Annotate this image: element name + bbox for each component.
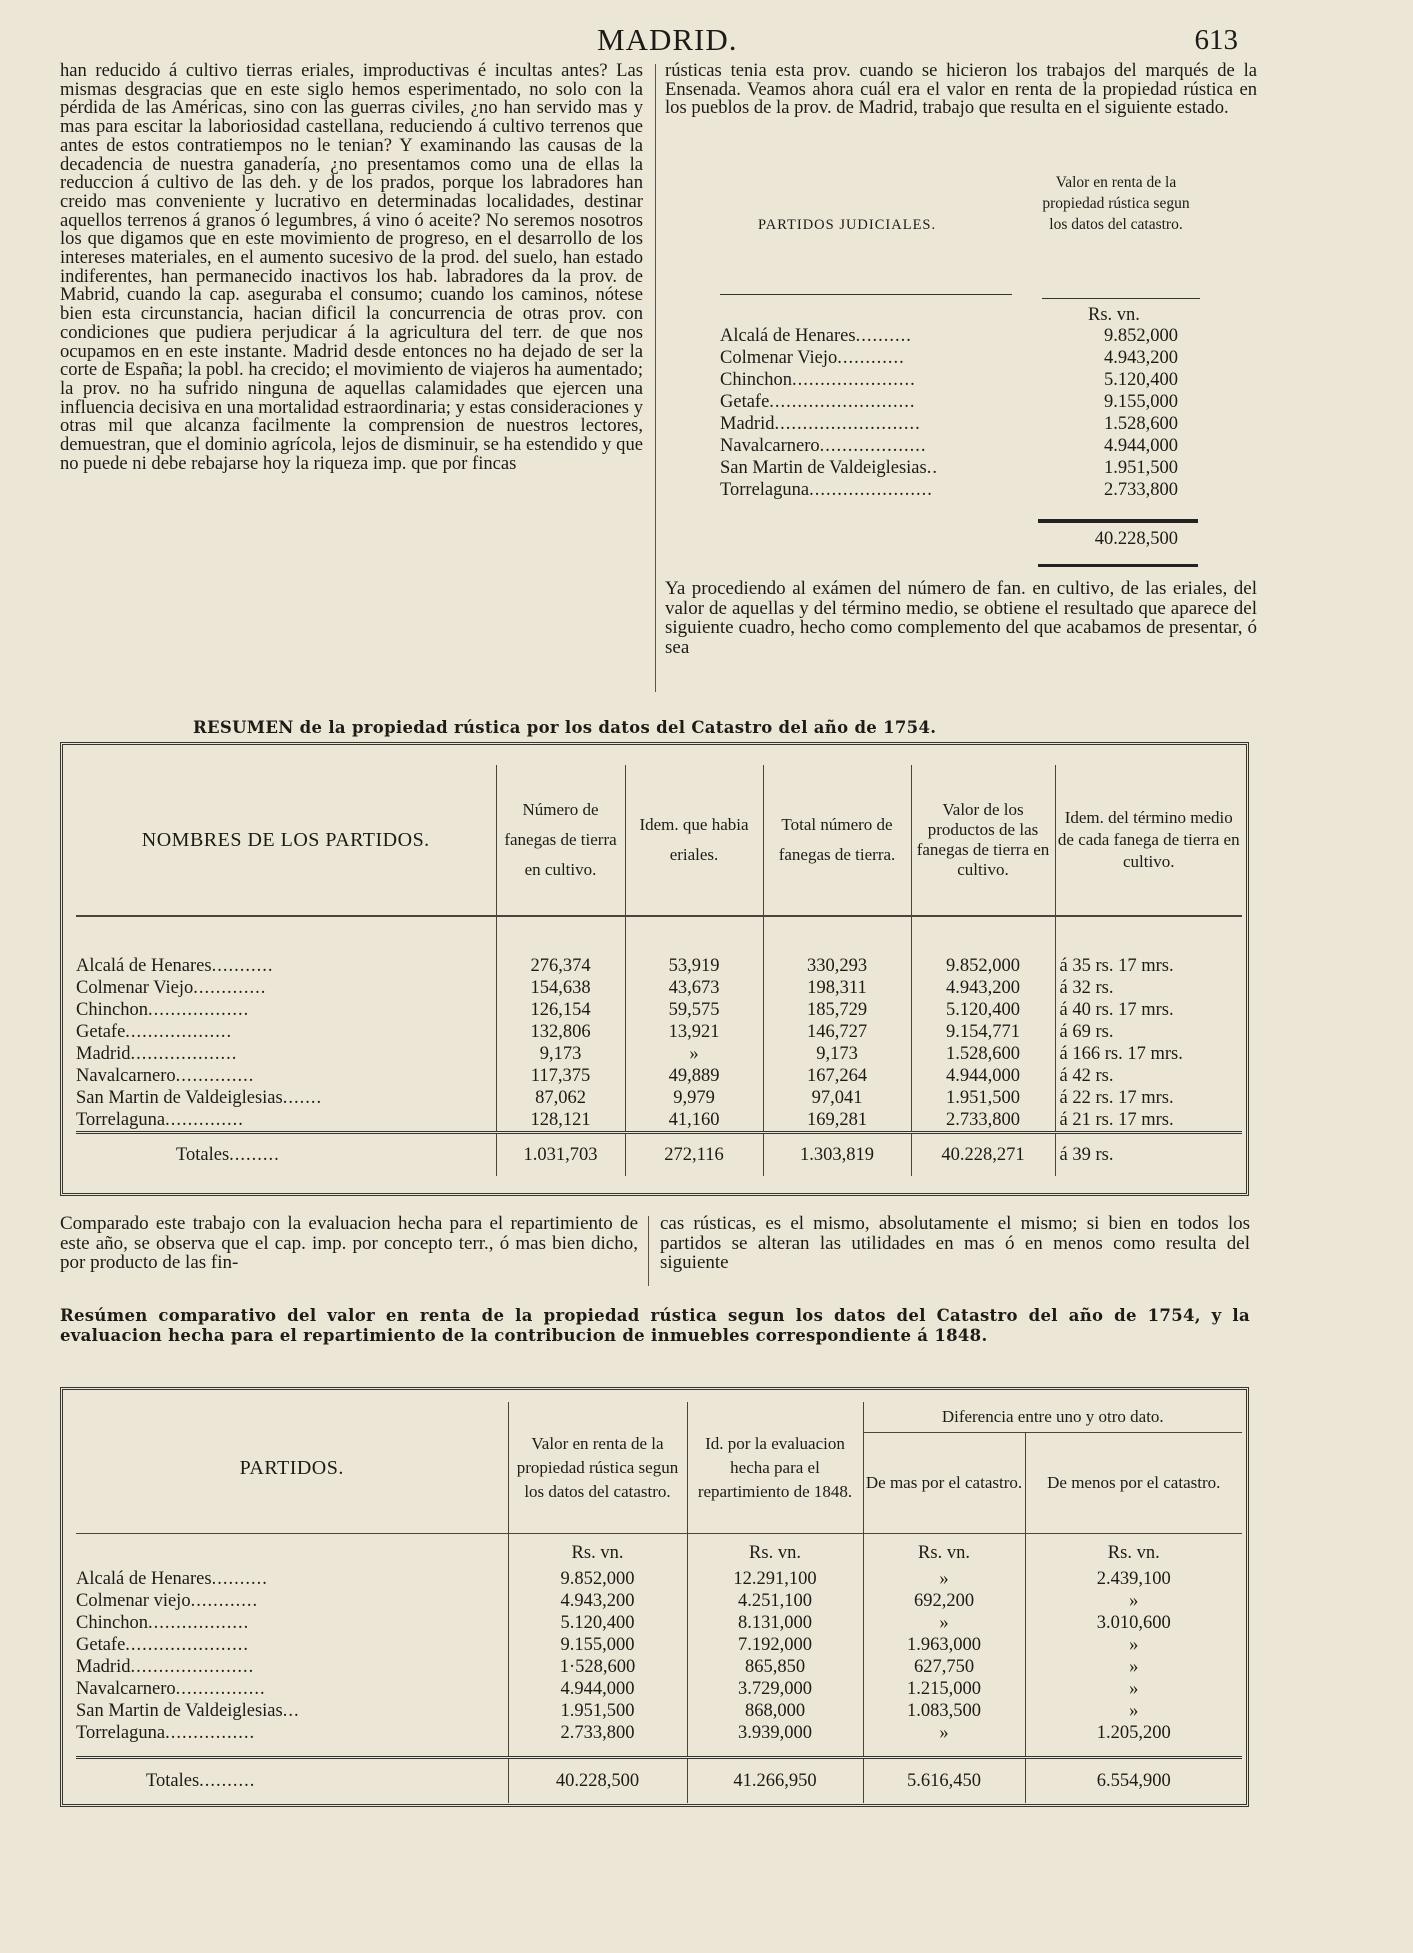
cell-cultivo: 117,375 — [496, 1065, 625, 1087]
cell-evaluacion: 868,000 — [687, 1700, 863, 1722]
cell-total: 330,293 — [763, 955, 911, 977]
column-divider — [655, 64, 656, 692]
dot-leader: ................ — [165, 1723, 256, 1743]
cell-eriales: 41,160 — [625, 1109, 763, 1133]
partido-name: Getafe — [76, 1022, 126, 1042]
cell-valor: 2.733,800 — [911, 1109, 1055, 1133]
table-row — [76, 1700, 1242, 1722]
col-header-cultivo: Número de fanegas de tierra en cultivo. — [496, 765, 625, 916]
col-header-catastro: Valor en renta de la propiedad rústica segun los datos del catastro. — [508, 1402, 687, 1534]
partido-name: San Martin de Valdeiglesias — [720, 458, 927, 478]
cell-catastro: 4.943,200 — [508, 1590, 687, 1612]
table-row — [76, 1612, 1242, 1634]
cell-eriales: 9,979 — [625, 1087, 763, 1109]
estado-row — [720, 435, 1200, 457]
renta-value: 9.155,000 — [1104, 392, 1178, 412]
table-row — [76, 977, 1242, 999]
cell-total: 185,729 — [763, 999, 911, 1021]
dot-leader: .......................... — [769, 392, 916, 412]
dot-leader: ................... — [819, 436, 927, 456]
cell-catastro: 9.155,000 — [508, 1634, 687, 1656]
partido-name: Alcalá de Henares — [76, 956, 212, 976]
estado-rows — [720, 325, 1200, 501]
estado-total: 40.228,500 — [1094, 529, 1178, 549]
estado-table — [720, 172, 1200, 568]
estado-row — [720, 325, 1200, 347]
cell-total: 97,041 — [763, 1087, 911, 1109]
unit-label: Rs. vn. — [508, 1534, 687, 1569]
cell-total: 198,311 — [763, 977, 911, 999]
col-header-menos: De menos por el catastro. — [1047, 1473, 1221, 1492]
totals-label: Totales — [176, 1145, 230, 1165]
col-header-termino: Idem. del término medio de cada fanega de tierra en cultivo. — [1057, 808, 1240, 871]
paragraph-comparado: Comparado este trabajo con la evaluacion hecha para el repartimiento de este año, se observa que el cap. imp. por concepto terr., ó mas bien dicho, por producto de las fin- — [60, 1213, 638, 1273]
renta-value: 2.733,800 — [1104, 480, 1178, 500]
dot-leader: ... — [282, 1701, 300, 1721]
cell-catastro: 2.733,800 — [508, 1722, 687, 1744]
cell-valor: 9.154,771 — [911, 1021, 1055, 1043]
partido-name: Getafe — [720, 392, 770, 412]
total-evaluacion: 41.266,950 — [687, 1758, 863, 1804]
cell-termino: á 42 rs. — [1059, 1066, 1114, 1086]
cell-mas: 627,750 — [863, 1656, 1025, 1678]
right-paragraph: rústicas tenia esta prov. cuando se hicieron los trabajos del marqués de la Ensenada. Veamos ahora cuál era el valor en renta de la propiedad rústica en los pueblos de la prov. de Madrid, trabajo que resulta en el siguiente estado. — [665, 60, 1257, 119]
unit-label: Rs. vn. — [863, 1534, 1025, 1569]
total-rule — [1038, 564, 1198, 567]
paragraph-cas-rusticas: cas rústicas, es el mismo, absolutamente el mismo; si bien en todos los partidos se alteran las utilidades en mas ó en menos como resulta del siguiente — [660, 1213, 1250, 1273]
cell-cultivo: 87,062 — [496, 1087, 625, 1109]
partido-name: Torrelaguna — [76, 1110, 166, 1130]
partido-name: Torrelaguna — [76, 1723, 166, 1743]
dot-leader: .......................... — [774, 414, 921, 434]
table-row — [76, 955, 1242, 977]
cell-valor: 1.951,500 — [911, 1087, 1055, 1109]
table-row — [76, 1065, 1242, 1087]
col-header-total: Total número de fanegas de tierra. — [763, 765, 911, 916]
renta-value: 5.120,400 — [1104, 370, 1178, 390]
dot-leader: .......... — [855, 326, 912, 346]
estado-row — [720, 457, 1200, 479]
estado-rule — [1042, 298, 1200, 299]
table-row — [76, 1722, 1242, 1744]
partido-name: San Martin de Valdeiglesias — [76, 1088, 283, 1108]
cell-mas: 1.083,500 — [863, 1700, 1025, 1722]
table2-caption: Resúmen comparativo del valor en renta de la propiedad rústica segun los datos del Catastro del año de 1754, y la evaluacion hecha para el repartimiento de la contribucion de inmuebles correspondiente á 1848. — [60, 1306, 1250, 1345]
cell-menos: 3.010,600 — [1096, 1613, 1171, 1633]
cell-eriales: » — [625, 1043, 763, 1065]
table-row — [76, 1678, 1242, 1700]
dot-leader: .................. — [147, 1613, 250, 1633]
dot-leader: ....... — [282, 1088, 323, 1108]
cell-catastro: 1.951,500 — [508, 1700, 687, 1722]
cell-evaluacion: 8.131,000 — [687, 1612, 863, 1634]
dot-leader: ........... — [211, 956, 274, 976]
dot-leader: ................... — [125, 1022, 233, 1042]
cell-cultivo: 9,173 — [496, 1043, 625, 1065]
unit-label: Rs. vn. — [1107, 1543, 1160, 1563]
cell-menos: » — [1129, 1591, 1139, 1611]
column-divider — [648, 1216, 649, 1286]
cell-eriales: 49,889 — [625, 1065, 763, 1087]
estado-row — [720, 391, 1200, 413]
partido-name: Madrid — [76, 1044, 131, 1064]
dot-leader: ............ — [190, 1591, 259, 1611]
cell-eriales: 53,919 — [625, 955, 763, 977]
renta-value: 1.951,500 — [1104, 458, 1178, 478]
spacer-row — [76, 916, 1242, 955]
running-head — [0, 22, 1413, 62]
col-header-partidos: NOMBRES DE LOS PARTIDOS. — [76, 765, 496, 916]
partido-name: Navalcarnero — [720, 436, 820, 456]
totals-row — [76, 1758, 1242, 1804]
cell-cultivo: 154,638 — [496, 977, 625, 999]
dot-leader: ............ — [837, 348, 905, 368]
cell-termino: á 69 rs. — [1059, 1022, 1114, 1042]
total-eriales: 272,116 — [625, 1133, 763, 1177]
cell-evaluacion: 3.729,000 — [687, 1678, 863, 1700]
cell-valor: 4.943,200 — [911, 977, 1055, 999]
table-row — [76, 1634, 1242, 1656]
cell-catastro: 1·528,600 — [508, 1656, 687, 1678]
total-catastro: 40.228,500 — [508, 1758, 687, 1804]
totals-row — [76, 1133, 1242, 1177]
renta-value: 9.852,000 — [1104, 326, 1178, 346]
table-row — [76, 1568, 1242, 1590]
estado-row — [720, 347, 1200, 369]
left-paragraph: han reducido á cultivo tierras eriales, improductivas é incultas antes? Las mismas desgracias que en este siglo hemos esperimentado, no solo con la pérdida de las Américas, sino con las guerras civiles, ¿no han servido mas y mas para escitar la laboriosidad castellana, reduciendo á cultivo terrenos que antes de estos contratiempos no le tenian? Y examinando las causas de la decadencia de nuestra ganadería, ¿no presentamos como una de ellas la reduccion á cultivo de las deh. y de los prados, porque los labradores han creido mas conveniente y lucrativo en determinadas localidades, destinar aquellos terrenos á granos ó legumbres, á vino ó aceite? No seremos nosotros los que digamos que en este movimiento de progreso, en el desarrollo de los intereses materiales, en el aumento sucesivo de la prod. del suelo, han estado indiferentes, han permanecido inactivos los hab. labradores da la prov. de Mabrid, cuando la cap. aseguraba el consumo; cuando los caminos, nótese bien esta circunstancia, hacian dificil la concurrencia de otras prov. con condiciones que pudiera perjudicar á la agricultura del terr. de que nos ocupamos en en este instante. Madrid desde entonces no ha dejado de ser la corte de España; la pobl. ha crecido; el movimiento de viajeros ha aumentado; la prov. no ha sufrido ninguna de aquellas calamidades que ejercen una influencia decisiva en una mortalidad estraordinaria; y estas consideraciones y otras mil que alcanza facilmente la comprension de nuestros lectores, demuestran, que el dominio agrícola, lejos de disminuir, se ha estendido y que no puede ni debe rebajarse hoy la riqueza imp. que por fincas — [60, 60, 643, 474]
table-row — [76, 1021, 1242, 1043]
right-column-text — [665, 62, 1257, 118]
cell-catastro: 9.852,000 — [508, 1568, 687, 1590]
cell-total: 167,264 — [763, 1065, 911, 1087]
partido-name: Colmenar viejo — [76, 1591, 191, 1611]
estado-right-header: Valor en renta de la propiedad rústica segun los datos del catastro. — [1042, 174, 1190, 233]
partido-name: Chinchon — [76, 1613, 148, 1633]
dot-leader: ......... — [229, 1145, 280, 1165]
table-row — [76, 1656, 1242, 1678]
dot-leader: ...................... — [791, 370, 916, 390]
cell-valor: 5.120,400 — [911, 999, 1055, 1021]
cell-menos: 1.205,200 — [1096, 1723, 1171, 1743]
cell-termino: á 40 rs. 17 mrs. — [1059, 1000, 1174, 1020]
total-termino: á 39 rs. — [1055, 1133, 1242, 1177]
estado-row — [720, 369, 1200, 391]
col-header-partidos: PARTIDOS. — [76, 1402, 508, 1534]
resumen-table — [76, 765, 1242, 1176]
dot-leader: ............. — [193, 978, 267, 998]
dot-leader: ...................... — [809, 480, 933, 500]
partido-name: Navalcarnero — [76, 1679, 176, 1699]
partido-name: Colmenar Viejo — [720, 348, 838, 368]
spacer-row — [76, 1744, 1242, 1758]
partido-name: Getafe — [76, 1635, 126, 1655]
cell-catastro: 5.120,400 — [508, 1612, 687, 1634]
renta-value: 1.528,600 — [1104, 414, 1178, 434]
cell-cultivo: 126,154 — [496, 999, 625, 1021]
cell-termino: á 166 rs. 17 mrs. — [1059, 1044, 1183, 1064]
cell-menos: » — [1129, 1657, 1139, 1677]
cell-termino: á 32 rs. — [1059, 978, 1114, 998]
partido-name: Chinchon — [720, 370, 792, 390]
totals-label: Totales — [146, 1771, 200, 1791]
partido-name: Colmenar Viejo — [76, 978, 194, 998]
estado-left-header: PARTIDOS JUDICIALES. — [758, 217, 937, 233]
cell-mas: 1.963,000 — [863, 1634, 1025, 1656]
paragraph-intro-table: Ya procediendo al exámen del número de fan. en cultivo, de las eriales, del valor de aquellas y del término medio, se obtiene el resultado que aparece del siguiente cuadro, hecho como complemento del que acabamos de presentar, ó sea — [665, 578, 1257, 658]
renta-value: 4.944,000 — [1104, 436, 1178, 456]
cell-menos: » — [1129, 1701, 1139, 1721]
cell-evaluacion: 4.251,100 — [687, 1590, 863, 1612]
cell-total: 146,727 — [763, 1021, 911, 1043]
col-header-mas: De mas por el catastro. — [863, 1433, 1025, 1534]
dot-leader: ...................... — [125, 1635, 250, 1655]
cell-evaluacion: 12.291,100 — [687, 1568, 863, 1590]
table-row — [76, 1043, 1242, 1065]
dot-leader: ................ — [175, 1679, 266, 1699]
cell-catastro: 4.944,000 — [508, 1678, 687, 1700]
cell-evaluacion: 3.939,000 — [687, 1722, 863, 1744]
cell-total: 169,281 — [763, 1109, 911, 1133]
table-row — [76, 1590, 1242, 1612]
page-number: 613 — [1194, 24, 1238, 56]
dot-leader: .................. — [147, 1000, 250, 1020]
cell-eriales: 13,921 — [625, 1021, 763, 1043]
cell-eriales: 43,673 — [625, 977, 763, 999]
dot-leader: ................... — [130, 1044, 238, 1064]
partido-name: Navalcarnero — [76, 1066, 176, 1086]
cell-menos: » — [1129, 1635, 1139, 1655]
total-rule — [1038, 519, 1198, 523]
cell-valor: 4.944,000 — [911, 1065, 1055, 1087]
renta-value: 4.943,200 — [1104, 348, 1178, 368]
col-header-evaluacion: Id. por la evaluacion hecha para el repartimiento de 1848. — [687, 1402, 863, 1534]
partido-name: San Martin de Valdeiglesias — [76, 1701, 283, 1721]
dot-leader: .............. — [165, 1110, 244, 1130]
cell-cultivo: 132,806 — [496, 1021, 625, 1043]
units-row — [76, 1534, 1242, 1569]
cell-mas: » — [863, 1722, 1025, 1744]
cell-termino: á 21 rs. 17 mrs. — [1059, 1110, 1174, 1130]
estado-unit: Rs. vn. — [1088, 305, 1140, 325]
dot-leader: ...................... — [130, 1657, 255, 1677]
cell-termino: á 22 rs. 17 mrs. — [1059, 1088, 1174, 1108]
estado-row — [720, 479, 1200, 501]
left-column-text — [60, 62, 643, 473]
cell-evaluacion: 865,850 — [687, 1656, 863, 1678]
dot-leader: .............. — [175, 1066, 255, 1086]
cell-menos: 2.439,100 — [1096, 1569, 1171, 1589]
cell-valor: 9.852,000 — [911, 955, 1055, 977]
unit-label: Rs. vn. — [687, 1534, 863, 1569]
cell-valor: 1.528,600 — [911, 1043, 1055, 1065]
cell-evaluacion: 7.192,000 — [687, 1634, 863, 1656]
cell-cultivo: 128,121 — [496, 1109, 625, 1133]
comparativo-table — [76, 1402, 1242, 1803]
total-valor: 40.228,271 — [911, 1133, 1055, 1177]
cell-eriales: 59,575 — [625, 999, 763, 1021]
cell-termino: á 35 rs. 17 mrs. — [1059, 956, 1174, 976]
partido-name: Torrelaguna — [720, 480, 810, 500]
total-mas: 5.616,450 — [863, 1758, 1025, 1804]
cell-mas: 1.215,000 — [863, 1678, 1025, 1700]
page-title: MADRID. — [597, 22, 738, 57]
table1-caption: RESUMEN de la propiedad rústica por los datos del Catastro del año de 1754. — [193, 718, 937, 737]
partido-name: Chinchon — [76, 1000, 148, 1020]
col-header-diferencia: Diferencia entre uno y otro dato. — [863, 1402, 1242, 1433]
partido-name: Alcalá de Henares — [76, 1569, 212, 1589]
cell-mas: » — [863, 1568, 1025, 1590]
table-row — [76, 1087, 1242, 1109]
dot-leader: .. — [926, 458, 938, 478]
estado-row — [720, 413, 1200, 435]
partido-name: Alcalá de Henares — [720, 326, 856, 346]
cell-mas: » — [863, 1612, 1025, 1634]
cell-total: 9,173 — [763, 1043, 911, 1065]
col-header-valor: Valor de los productos de las fanegas de tierra en cultivo. — [911, 765, 1055, 916]
total-menos: 6.554,900 — [1025, 1758, 1242, 1804]
total-total: 1.303,819 — [763, 1133, 911, 1177]
cell-mas: 692,200 — [863, 1590, 1025, 1612]
dot-leader: .......... — [199, 1771, 256, 1791]
partido-name: Madrid — [720, 414, 775, 434]
cell-cultivo: 276,374 — [496, 955, 625, 977]
table-row — [76, 999, 1242, 1021]
table-row — [76, 1109, 1242, 1133]
dot-leader: .......... — [211, 1569, 268, 1589]
partido-name: Madrid — [76, 1657, 131, 1677]
total-cultivo: 1.031,703 — [496, 1133, 625, 1177]
estado-rule — [720, 294, 1012, 295]
cell-menos: » — [1129, 1679, 1139, 1699]
col-header-eriales: Idem. que habia eriales. — [625, 765, 763, 916]
